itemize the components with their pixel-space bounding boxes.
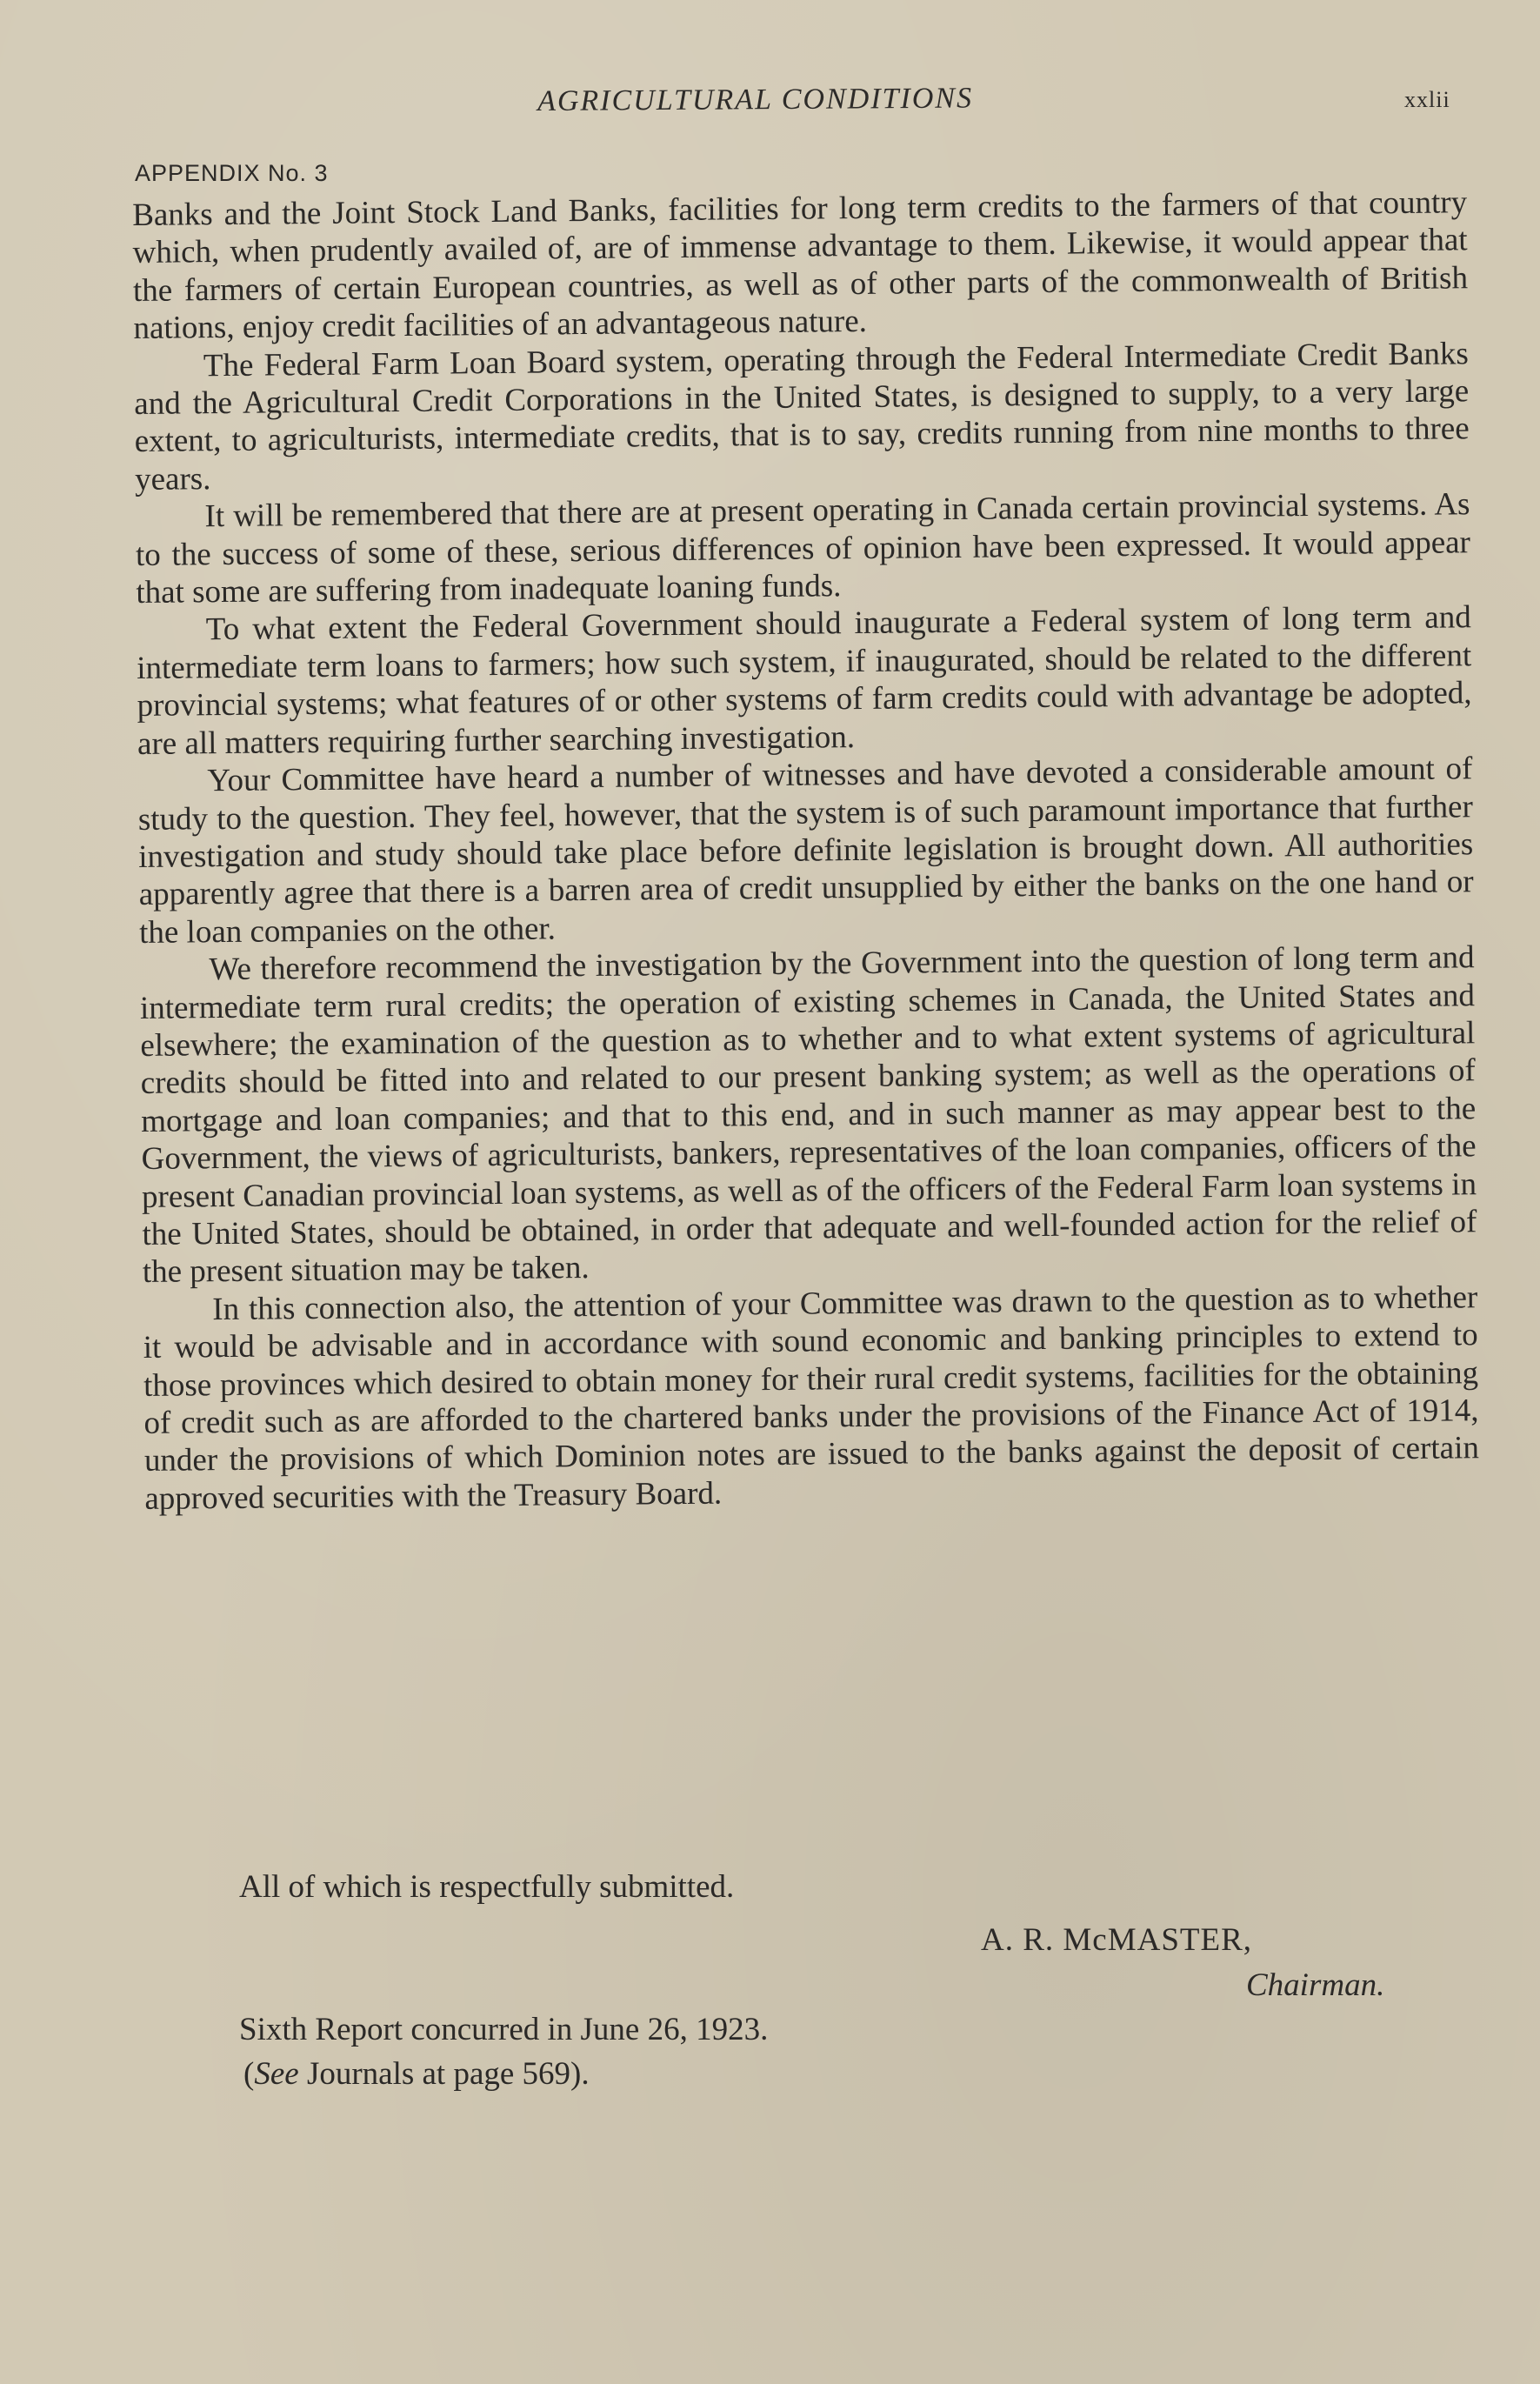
concurrence-note: Sixth Report concurred in June 26, 1923. (239, 2012, 769, 2047)
paragraph-provincial-systems: It will be remembered that there are at present operating in Canada certain provincial systems. As to the success of some of these, serious differences of opinion have been expressed. It would appear that some are suffering from inadequate loaning funds. (135, 486, 1471, 611)
report-body (132, 184, 1480, 1518)
signatory-title: Chairman. (1246, 1967, 1385, 2003)
journals-reference (243, 2055, 590, 2093)
journals-open-paren: ( (243, 2056, 255, 2092)
paragraph-federal-farm-loan-board: The Federal Farm Loan Board system, operating through the Federal Intermediate Credit Banks and the Agricultural Credit Corporations in the United States, is designed to supply, to a very large extent, to agriculturists, intermediate credits, that is to say, credits running from nine months to three years. (134, 335, 1470, 498)
paragraph-committee-witnesses: Your Committee have heard a number of witnesses and have devoted a considerable amount of study to the question. They feel, however, that the system is of such paramount importance that further investigation and study should take place before definite legislation is brought down. All authorities apparently agree that there is a barren area of credit unsupplied by either the banks on the one hand or the loan companies on the other. (137, 751, 1474, 951)
journals-see: See (254, 2056, 299, 2092)
paragraph-finance-act: In this connection also, the attention of your Committee was drawn to the question as to whether it would be advisable and in accordance with sound economic and banking principles to extend to those provinces which desired to obtain money for their rural credit systems, facilities for the obtaining of credit such as are afforded to the chartered banks under the provisions of the Finance Act of 1914, under the provisions of which Dominion notes are issued to the banks against the deposit of certain approved securities with the Treasury Board. (143, 1279, 1480, 1517)
page-running-title: AGRICULTURAL CONDITIONS (537, 82, 974, 117)
journals-rest: Journals at page 569). (298, 2056, 590, 2092)
running-header (0, 82, 1540, 137)
bleed-through-texture (330, 2105, 1487, 2137)
paragraph-continued: Banks and the Joint Stock Land Banks, facilities for long term credits to the farmers of that country which, when prudently availed of, are of immense advantage to them. Likewise, it would appear that the farmers of certain European countries, as well as of other parts of the commonwealth of British nations, enjoy credit facilities of an advantageous nature. (132, 184, 1469, 347)
closing-statement: All of which is respectfully submitted. (239, 1869, 735, 1905)
paragraph-recommendation: We therefore recommend the investigation by the Government into the question of long term and intermediate term rural credits; the operation of existing schemes in Canada, the United States and elsewhere; the examination of the question as to whether and to what extent systems of agricultural credits should be fitted into and related to our present banking system; as well as the operations of mortgage and loan companies; and that to this end, and in such manner as may appear best to the Government, the views of agriculturists, bankers, representatives of the loan companies, officers of the present Canadian provincial loan systems, as well as of the officers of the Federal Farm loan systems in the United States, should be obtained, in order that adequate and well-founded action for the relief of the present situation may be taken. (139, 939, 1477, 1291)
signatory-name: A. R. McMASTER, (981, 1922, 1253, 1958)
paragraph-federal-government-extent: To what extent the Federal Government should inaugurate a Federal system of long term and intermediate term loans to farmers; how such system, if inaugurated, should be related to the different provincial systems; what features of or other systems of farm credits could with advantage be adopted, are all matters requiring further searching investigation. (137, 599, 1472, 762)
appendix-label: APPENDIX No. 3 (135, 160, 329, 186)
page-number: xxlii (1404, 87, 1450, 112)
